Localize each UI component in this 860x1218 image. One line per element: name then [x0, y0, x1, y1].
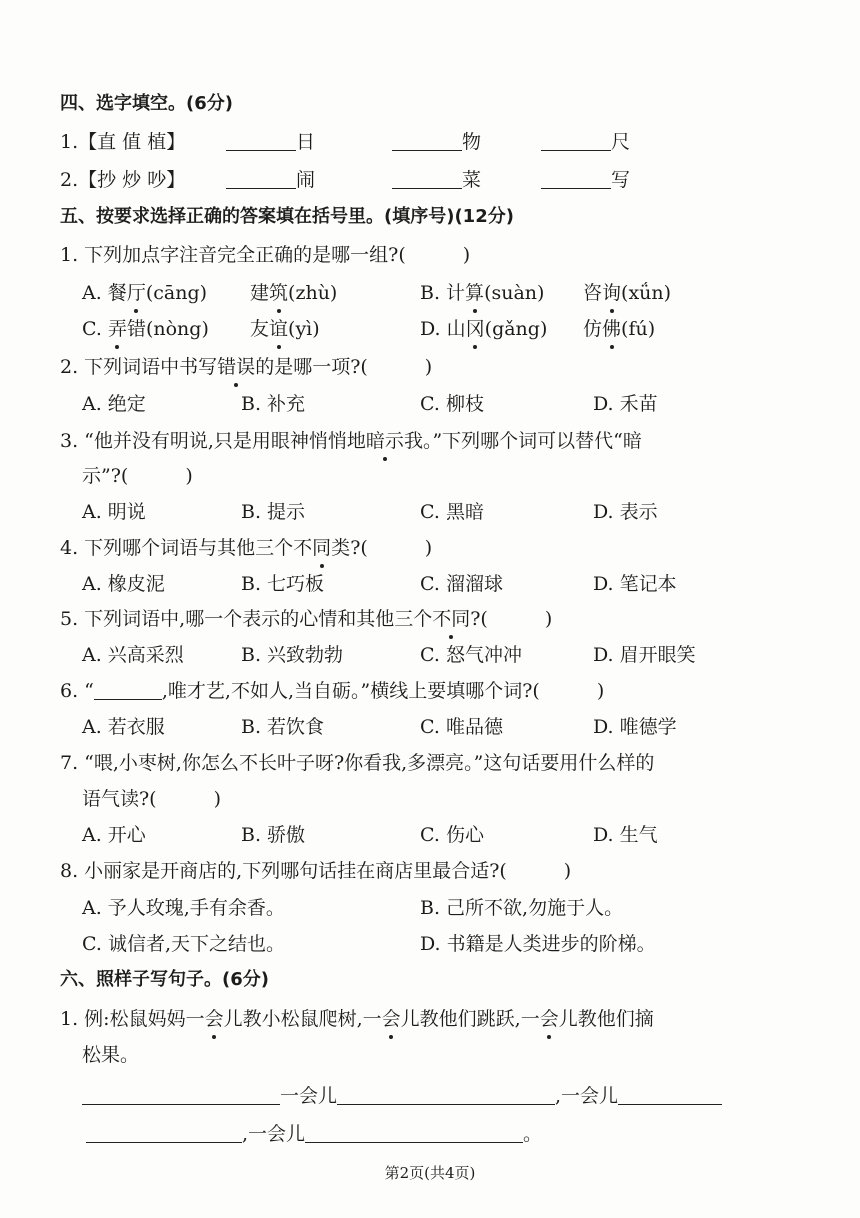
q7-option-a[interactable]: A. 开心 [82, 824, 146, 846]
q5-option-d[interactable]: D. 眉开眼笑 [593, 644, 696, 666]
q2-option-b[interactable]: B. 补充 [241, 393, 306, 415]
q4-stem: 4. 下列哪个词语与其他三个不同类?( ) [60, 534, 432, 562]
q4-option-c[interactable]: C. 溜溜球 [420, 573, 503, 595]
q3-stem: 3. “他并没有明说,只是用眼神悄悄地暗示我。”下列哪个词可以替代“暗 [60, 427, 642, 455]
q1-option-c[interactable]: C. 弄错(nòng) [82, 315, 209, 343]
q8-option-d[interactable]: D. 书籍是人类进步的阶梯。 [420, 933, 656, 955]
s6-example: 1. 例:松鼠妈妈一会儿教小松鼠爬树,一会儿教他们跳跃,一会儿教他们摘 [60, 1005, 654, 1033]
s4-row-1-blank-b[interactable]: 物 [392, 128, 481, 156]
q1-option-d-2: 仿佛(fú) [583, 315, 655, 343]
q1-option-d[interactable]: D. 山冈(gǎng) [420, 315, 547, 343]
q7-stem-line-2: 语气读?( ) [82, 788, 222, 810]
s4-row-1-blank-a[interactable]: 日 [226, 128, 315, 156]
q7-option-d[interactable]: D. 生气 [593, 824, 658, 846]
q6-stem: 6. “ ,唯才艺,不如人,当自砺。”横线上要填哪个词?( ) [60, 680, 605, 702]
s4-row-2-blank-b[interactable]: 菜 [392, 166, 481, 194]
s4-row-1-options: 【直 值 植】 [78, 131, 186, 153]
q4-option-d[interactable]: D. 笔记本 [593, 573, 677, 595]
q2-stem: 2. 下列词语中书写错误的是哪一项?( ) [60, 353, 432, 381]
q1-option-b[interactable]: B. 计算(suàn) [420, 279, 544, 307]
s4-row-1: 1.【直 值 植】 [60, 131, 186, 153]
q6-option-c[interactable]: C. 唯品德 [420, 716, 503, 738]
q3-option-b[interactable]: B. 提示 [241, 501, 306, 523]
q5-option-b[interactable]: B. 兴致勃勃 [241, 644, 344, 666]
q6-option-d[interactable]: D. 唯德学 [593, 716, 677, 738]
s4-row-2: 2.【抄 炒 吵】 [60, 169, 186, 191]
s6-example-line-2: 松果。 [82, 1044, 140, 1066]
q6-option-b[interactable]: B. 若饮食 [241, 716, 325, 738]
s4-row-1-blank-c[interactable]: 尺 [541, 128, 630, 156]
s4-row-2-blank-a[interactable]: 闹 [226, 166, 315, 194]
s6-writing-line-1: 一会儿 ,一会儿 [82, 1082, 722, 1110]
q7-option-c[interactable]: C. 伤心 [420, 824, 484, 846]
q4-option-b[interactable]: B. 七巧板 [241, 573, 325, 595]
page-footer: 第2页(共4页) [384, 1164, 476, 1182]
s6-blank-5[interactable] [305, 1122, 523, 1143]
q8-option-c[interactable]: C. 诚信者,天下之结也。 [82, 933, 285, 955]
q5-stem: 5. 下列词语中,哪一个表示的心情和其他三个不同?( ) [60, 605, 552, 633]
section-5-title: 五、按要求选择正确的答案填在括号里。(填序号)(12分) [60, 206, 514, 227]
s6-blank-2[interactable] [337, 1084, 555, 1105]
q1-option-c-2: 友谊(yì) [250, 315, 320, 343]
q5-option-a[interactable]: A. 兴高采烈 [82, 644, 184, 666]
q3-stem-line-2: 示”?( ) [82, 465, 193, 487]
s6-blank-4[interactable] [86, 1122, 242, 1143]
q3-option-a[interactable]: A. 明说 [82, 501, 146, 523]
q1-stem: 1. 下列加点字注音完全正确的是哪一组?( ) [60, 244, 471, 266]
q8-stem: 8. 小丽家是开商店的,下列哪句话挂在商店里最合适?( ) [60, 860, 572, 882]
s4-row-2-blank-c[interactable]: 写 [541, 166, 630, 194]
q1-option-a[interactable]: A. 餐厅(cāng) [82, 279, 207, 307]
q1-option-a-2: 建筑(zhù) [250, 279, 337, 307]
q2-option-a[interactable]: A. 绝定 [82, 393, 146, 415]
q3-option-d[interactable]: D. 表示 [593, 501, 658, 523]
s6-blank-3[interactable] [618, 1084, 722, 1105]
q6-blank[interactable] [94, 679, 162, 700]
s4-row-2-options: 【抄 炒 吵】 [78, 169, 186, 191]
q1-option-b-2: 咨询(xǘn) [583, 279, 671, 307]
section-4-title: 四、选字填空。(6分) [60, 93, 233, 114]
s6-writing-line-2: ,一会儿 。 [86, 1120, 542, 1148]
q8-option-b[interactable]: B. 己所不欲,勿施于人。 [420, 897, 624, 919]
q7-stem: 7. “喂,小枣树,你怎么不长叶子呀?你看我,多漂亮。”这句话要用什么样的 [60, 752, 655, 774]
q2-option-c[interactable]: C. 柳枝 [420, 393, 484, 415]
q6-option-a[interactable]: A. 若衣服 [82, 716, 165, 738]
q2-option-d[interactable]: D. 禾苗 [593, 393, 658, 415]
q8-option-a[interactable]: A. 予人玫瑰,手有余香。 [82, 897, 285, 919]
section-6-title: 六、照样子写句子。(6分) [60, 969, 269, 990]
q4-option-a[interactable]: A. 橡皮泥 [82, 573, 165, 595]
q5-option-c[interactable]: C. 怒气冲冲 [420, 644, 522, 666]
q7-option-b[interactable]: B. 骄傲 [241, 824, 306, 846]
s6-blank-1[interactable] [82, 1084, 280, 1105]
q3-option-c[interactable]: C. 黑暗 [420, 501, 484, 523]
